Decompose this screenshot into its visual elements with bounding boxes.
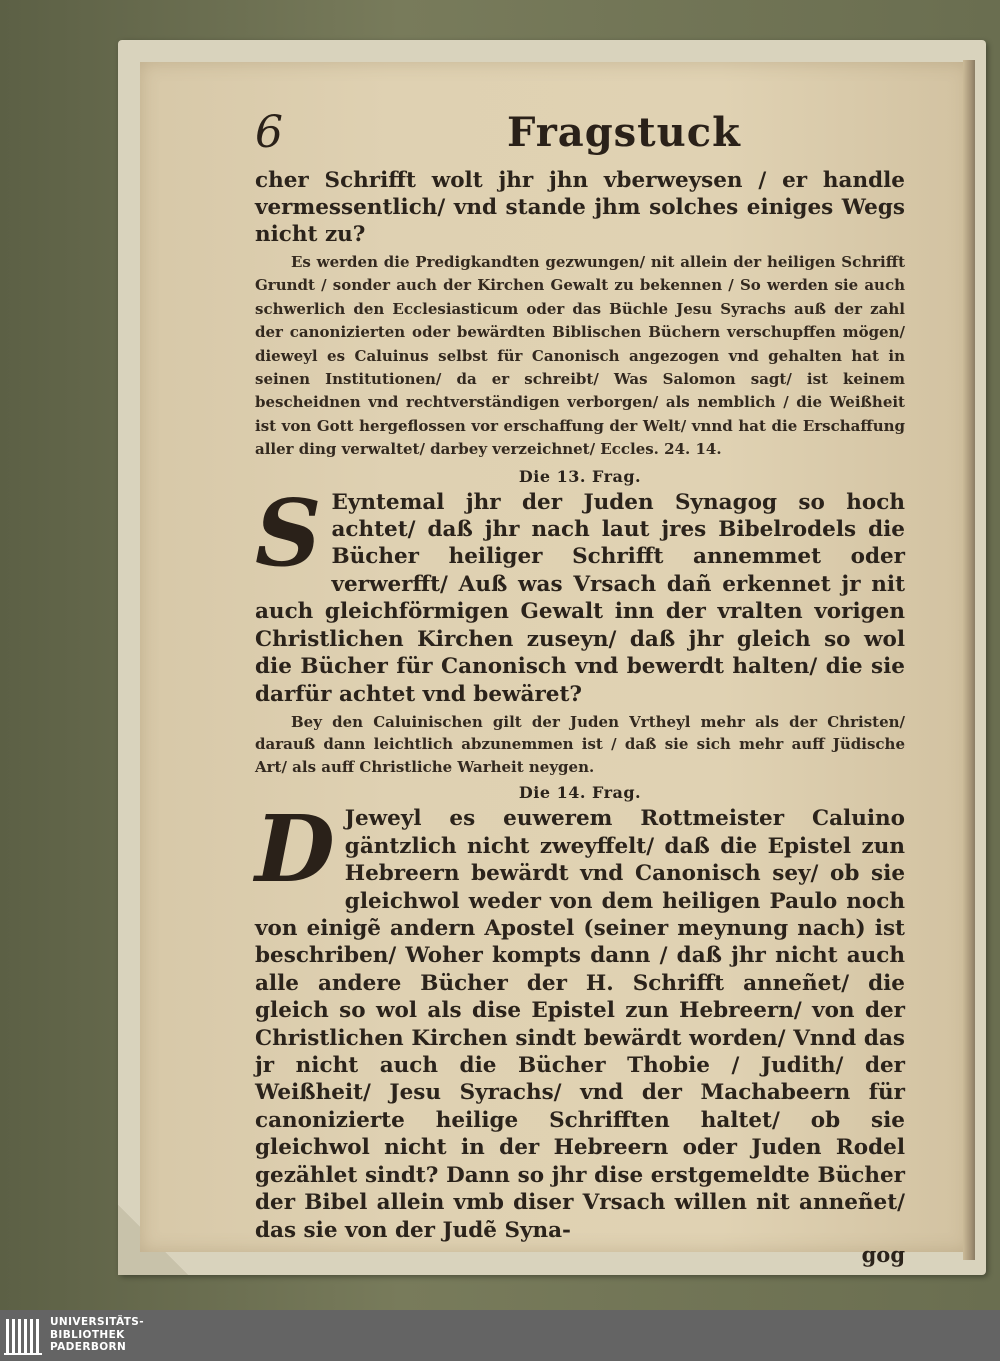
library-name-line-2: BIBLIOTHEK [50,1328,125,1341]
dropcap-14: D [255,795,335,904]
library-name-line-3: PADERBORN [50,1341,127,1353]
question-14: Jeweyl es euwerem Rottmeister Caluino gäntzlich nicht zweyffelt/ daß die Epistel zun Hebreern bewärdt vnd Canonisch sey/ ob sie gleichwol weder von dem heiligen Paulo noch von einigẽ andern Apostel (seiner meynung nach) ist beschriben/ Woher kompts dann / daß jhr nicht auch alle andere Bücher der H. Schrifft anneñet/ die gleich so wol als dise Epistel zun Hebreern/ von der Christlichen Kirchen sindt bewärdt worden/ Vnnd das jr nicht auch die Bücher Thobie / Judith/ der Weißheit/ Jesu Syrachs/ vnd der Machabeern für canonizierte heilige Schrifften haltet/ ob sie gleichwol nicht in der Hebreern oder Juden Rodel gezählet sindt? Dann so jhr dise erstgemeldte Bücher der Bibel allein vmb diser Vrsach willen nit anneñet/ das sie von der Judẽ Syna- [255,806,905,1243]
answer-12: Es werden die Predigkandten gezwungen/ nit allein der heiligen Schrifft Grundt / sonder auch der Kirchen Gewalt zu bekennen / So werden sie auch schwerlich den Ecclesiasticum oder das Büchle Jesu Syrachs auß der zahl der canonizierten oder bewärdten Biblischen Büchern verschupffen mögen/ dieweyl es Caluinus selbst für Canonisch angezogen vnd gehalten hat in seinen Institutionen/ da er schreibt/ Was Salomon sagt/ ist keinem bescheidnen vnd rechtverständigen verborgen/ als nemblich / die Weißheit ist von Gott hergeflossen vor erschaffung der Welt/ vnnd hat die Erschaffung aller ding verwaltet/ darbey verzeichnet/ Eccles. 24. 14. [255,253,905,459]
library-name [50,1316,144,1354]
library-logo-icon [4,1315,46,1357]
page-number: 6 [255,107,283,158]
page-text [255,105,905,1267]
question-12-continuation: cher Schrifft wolt jhr jhn vberweysen / er handle vermessentlich/ vnd stande jhm solches einiges Wegs nicht zu? [255,168,905,247]
question-13-block [255,478,905,708]
library-name-line-1: UNIVERSITÄTS- [50,1316,145,1328]
answer-13: Bey den Caluinischen gilt der Juden Vrtheyl mehr als der Christen/ darauß dann leichtlich abzunemmen ist / daß sie sich mehr auff Jüdische Art/ als auff Christliche Warheit neygen. [255,712,905,776]
question-13-heading: Die 13. Frag. [518,466,642,486]
running-title: Fragstuck [507,109,741,156]
catchword: gog [861,1241,905,1267]
library-footer [0,1310,1000,1361]
dropcap-13: S [255,478,322,587]
question-13: Eyntemal jhr der Juden Synagog so hoch achtet/ daß jhr nach laut jres Bibelrodels die Bücher heiliger Schrifft annemmet oder verwerfft/ Auß was Vrsach dañ erkennet jr nit auch gleichförmigen Gewalt inn der vralten vorigen Christlichen Kirchen zuseyn/ daß jhr gleich so wol die Bücher für Canonisch vnd bewerdt halten/ die sie darfür achtet vnd bewäret? [255,489,905,707]
question-14-heading: Die 14. Frag. [518,783,642,803]
book-spine [963,60,975,1260]
question-14-block [255,795,905,1244]
page-header [255,105,905,163]
